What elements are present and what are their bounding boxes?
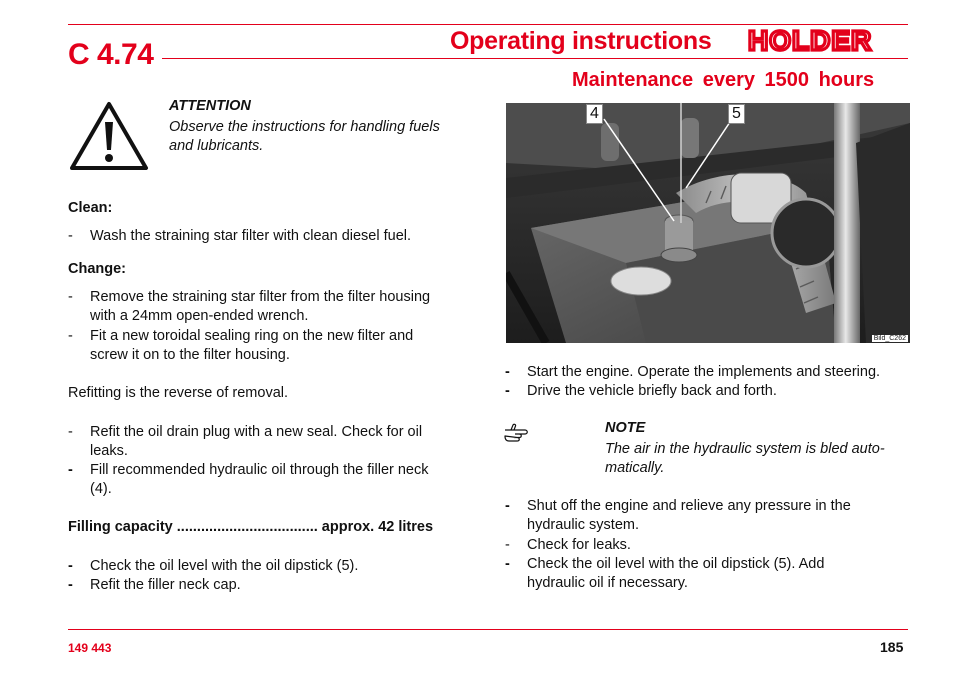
list-item: - Shut off the engine and relieve any pressure in the hydraulic system.: [505, 498, 851, 533]
list-item: - Refit the oil drain plug with a new seal. Check for oil leaks.: [68, 424, 423, 459]
refit-text: Refitting is the reverse of removal.: [68, 385, 289, 401]
hydraulic-tank-photo: [506, 103, 910, 343]
list-item: - Fill recommended hydraulic oil through the filler neck (4).: [68, 462, 429, 497]
section-code: C 4.74: [68, 38, 154, 71]
attention-text-line1: Observe the instructions for handling fuels: [169, 119, 440, 135]
note-text-line1: The air in the hydraulic system is bled auto-: [605, 441, 885, 457]
list-item: - Fit a new toroidal sealing ring on the new filter and screw it on to the filter housing.: [68, 328, 414, 363]
warning-triangle-icon: [68, 100, 150, 177]
photo-caption: Bild_C262: [873, 335, 906, 342]
document-number: 149 443: [68, 641, 112, 655]
attention-heading: ATTENTION: [169, 98, 251, 114]
callout-5: 5: [728, 104, 745, 124]
change-label: Change:: [68, 261, 126, 277]
attention-text-line2: and lubricants.: [169, 138, 264, 154]
list-item: - Check the oil level with the oil dipstick (5). Add hydraulic oil if necessary.: [505, 556, 825, 591]
page-number: 185: [880, 639, 904, 655]
svg-text:HOLDER: HOLDER: [748, 26, 873, 54]
note-text-line2: matically.: [605, 460, 665, 476]
page-subtitle: Maintenance every 1500 hours: [572, 69, 875, 91]
page-title: Operating instructions: [450, 27, 712, 55]
filling-capacity: Filling capacity ................................... approx. 42 litres: [68, 519, 434, 535]
footer-rule: [68, 629, 908, 630]
brand-logo: [748, 26, 900, 59]
callout-4: 4: [586, 104, 603, 124]
list-item: - Remove the straining star filter from the filter housing with a 24mm open-ended wrench.: [68, 289, 431, 324]
clean-label: Clean:: [68, 200, 113, 216]
note-heading: NOTE: [605, 420, 646, 436]
header-top-rule: [68, 24, 908, 25]
pointing-hand-icon: [503, 422, 535, 449]
